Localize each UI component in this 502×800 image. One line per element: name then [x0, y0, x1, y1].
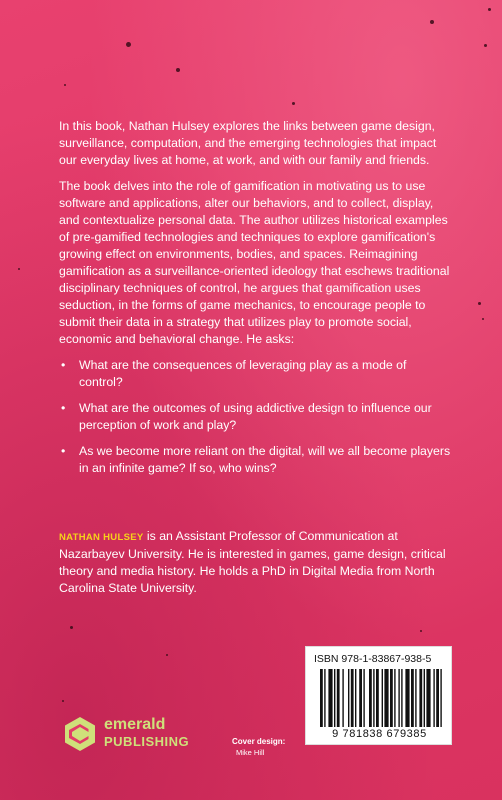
barcode-bar — [348, 669, 349, 727]
speck — [430, 20, 434, 24]
publisher-name-line2: PUBLISHING — [104, 734, 190, 749]
description-paragraph-1: In this book, Nathan Hulsey explores the links between game design, surveillance, computation, and the emerging technologies that impact our everyday lives at home, at work, and with our family and friends. — [59, 119, 437, 167]
speck — [64, 84, 66, 86]
barcode-bar — [390, 669, 393, 727]
barcode-bar — [424, 669, 425, 727]
speck — [478, 302, 481, 305]
barcode-bar — [426, 669, 430, 727]
description-block — [59, 118, 451, 486]
emerald-logo-icon — [62, 716, 98, 752]
speck — [484, 44, 487, 47]
isbn-digits: 9 781838 679385 — [332, 728, 427, 740]
barcode-bar — [359, 669, 362, 727]
publisher-logo — [62, 716, 192, 752]
speck — [166, 654, 168, 656]
speck — [18, 268, 20, 270]
question-item: • As we become more reliant on the digital, will we all become players in an infinite game? If so, who wins? — [59, 443, 451, 477]
question-list — [59, 357, 451, 477]
speck — [292, 102, 295, 105]
barcode-bar — [384, 669, 388, 727]
isbn-barcode — [305, 646, 452, 745]
barcode-bar — [334, 669, 335, 727]
barcode-bar — [440, 669, 441, 727]
speck — [176, 68, 180, 72]
author-bio-text: is an Assistant Professor of Communication at Nazarbayev University. He is interested in games, game design, critical theory and media history. He holds a PhD in Digital Media from North Carolina State University. — [59, 529, 446, 595]
question-item: • What are the outcomes of using addictive design to influence our perception of work and play? — [59, 400, 451, 434]
barcode-bar — [436, 669, 439, 727]
barcode-bar — [324, 669, 325, 727]
speck — [126, 42, 131, 47]
publisher-name-line1: emerald — [104, 716, 166, 733]
barcode-bar — [419, 669, 422, 727]
cover-design-label: Cover design: — [232, 737, 286, 746]
speck — [420, 630, 422, 632]
barcode-bar — [401, 669, 402, 727]
speck — [488, 8, 491, 11]
description-paragraph-2: The book delves into the role of gamification in motivating us to use software and applications, alter our behaviors, and to collect, display, and contextualize personal data. The author utilizes historical examples of pre-gamified technologies and techniques to explore gamification's growing effect on environments, bodies, and spaces. Reimagining gamification as a surveillance-oriented ideology that eschews traditional disciplinary techniques of control, he argues that gamification uses seduction, in the forms of game mechanics, to encourage people to submit their data in a strategy that utilizes play to promote social, economic and behavioral change. He asks: — [59, 179, 450, 346]
cover-design-credit — [232, 736, 285, 758]
barcode-bar — [398, 669, 399, 727]
barcode-bar — [382, 669, 383, 727]
barcode-bar — [320, 669, 323, 727]
speck — [62, 700, 64, 702]
cover-designer-name: Mike Hill — [236, 748, 265, 757]
barcode-bar — [415, 669, 416, 727]
author-name: NATHAN HULSEY — [59, 532, 144, 543]
isbn-label: ISBN 978-1-83867-938-5 — [314, 653, 432, 665]
barcode-bar — [373, 669, 374, 727]
barcode-bar — [342, 669, 343, 727]
barcode-bar — [369, 669, 372, 727]
barcode-bar — [363, 669, 364, 727]
author-bio — [59, 528, 453, 597]
barcode-bar — [405, 669, 409, 727]
barcode-bar — [351, 669, 354, 727]
barcode-bar — [355, 669, 356, 727]
barcode-bar — [376, 669, 379, 727]
speck — [70, 626, 73, 629]
barcode-bar — [433, 669, 434, 727]
barcode-bar — [328, 669, 332, 727]
barcode-bar — [337, 669, 340, 727]
barcode-bar — [394, 669, 395, 727]
barcode-bars — [320, 669, 444, 727]
barcode-bar — [411, 669, 414, 727]
question-item: • What are the consequences of leveraging play as a mode of control? — [59, 357, 451, 391]
speck — [482, 318, 484, 320]
